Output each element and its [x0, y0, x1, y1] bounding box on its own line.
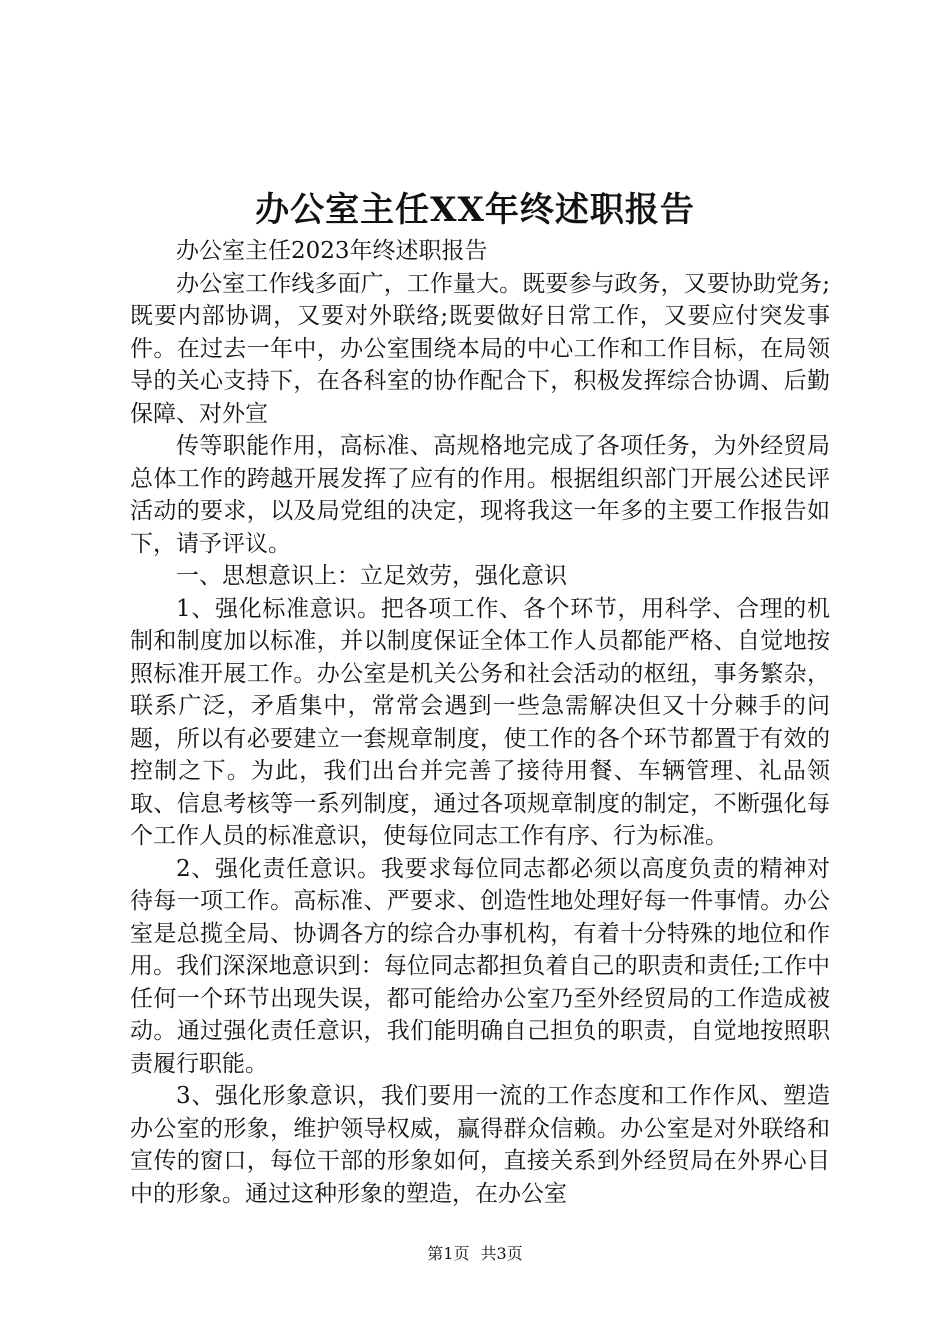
paragraph: 办公室工作线多面广，工作量大。既要参与政务，又要协助党务;既要内部协调，又要对外联络;既要做好日常工作，又要应付突发事件。在过去一年中，办公室围绕本局的中心工作和工作目标，在局领导的关心支持下，在各科室的协作配合下，积极发挥综合协调、后勤保障、对外宣 [130, 270, 830, 427]
document-body [130, 235, 830, 1210]
section-heading: 一、思想意识上：立足效劳，强化意识 [176, 563, 567, 589]
paragraph: 1、强化标准意识。把各项工作、各个环节，用科学、合理的机制和制度加以标准，并以制度保证全体工作人员都能严格、自觉地按照标准开展工作。办公室是机关公务和社会活动的枢纽，事务繁杂，联系广泛，矛盾集中，常常会遇到一些急需解决但又十分棘手的问题，所以有必要建立一套规章制度，使工作的各个环节都置于有效的控制之下。为此，我们出台并完善了接待用餐、车辆管理、礼品领取、信息考核等一系列制度，通过各项规章制度的制定，不断强化每个工作人员的标准意识，使每位同志工作有序、行为标准。 [130, 595, 830, 849]
page-footer [0, 1244, 950, 1264]
paragraph-subtitle: 办公室主任2023年终述职报告 [176, 238, 488, 264]
paragraph: 传等职能作用，高标准、高规格地完成了各项任务，为外经贸局总体工作的跨越开展发挥了应有的作用。根据组织部门开展公述民评活动的要求，以及局党组的决定，现将我这一年多的主要工作报告如下，请予评议。 [130, 433, 830, 557]
paragraph: 3、强化形象意识，我们要用一流的工作态度和工作作风、塑造办公室的形象，维护领导权威，赢得群众信赖。办公室是对外联络和宣传的窗口，每位干部的形象如何，直接关系到外经贸局在外界心目中的形象。通过这种形象的塑造，在办公室 [130, 1083, 830, 1207]
page-total: 共3页 [480, 1244, 523, 1263]
page-number: 第1页 [427, 1244, 470, 1263]
paragraph: 2、强化责任意识。我要求每位同志都必须以高度负责的精神对待每一项工作。高标准、严要求、创造性地处理好每一件事情。办公室是总揽全局、协调各方的综合办事机构，有着十分特殊的地位和作用。我们深深地意识到：每位同志都担负着自己的职责和责任;工作中任何一个环节出现失误，都可能给办公室乃至外经贸局的工作造成被动。通过强化责任意识，我们能明确自己担负的职责，自觉地按照职责履行职能。 [130, 855, 830, 1077]
document-title: 办公室主任XX年终述职报告 [255, 190, 695, 230]
